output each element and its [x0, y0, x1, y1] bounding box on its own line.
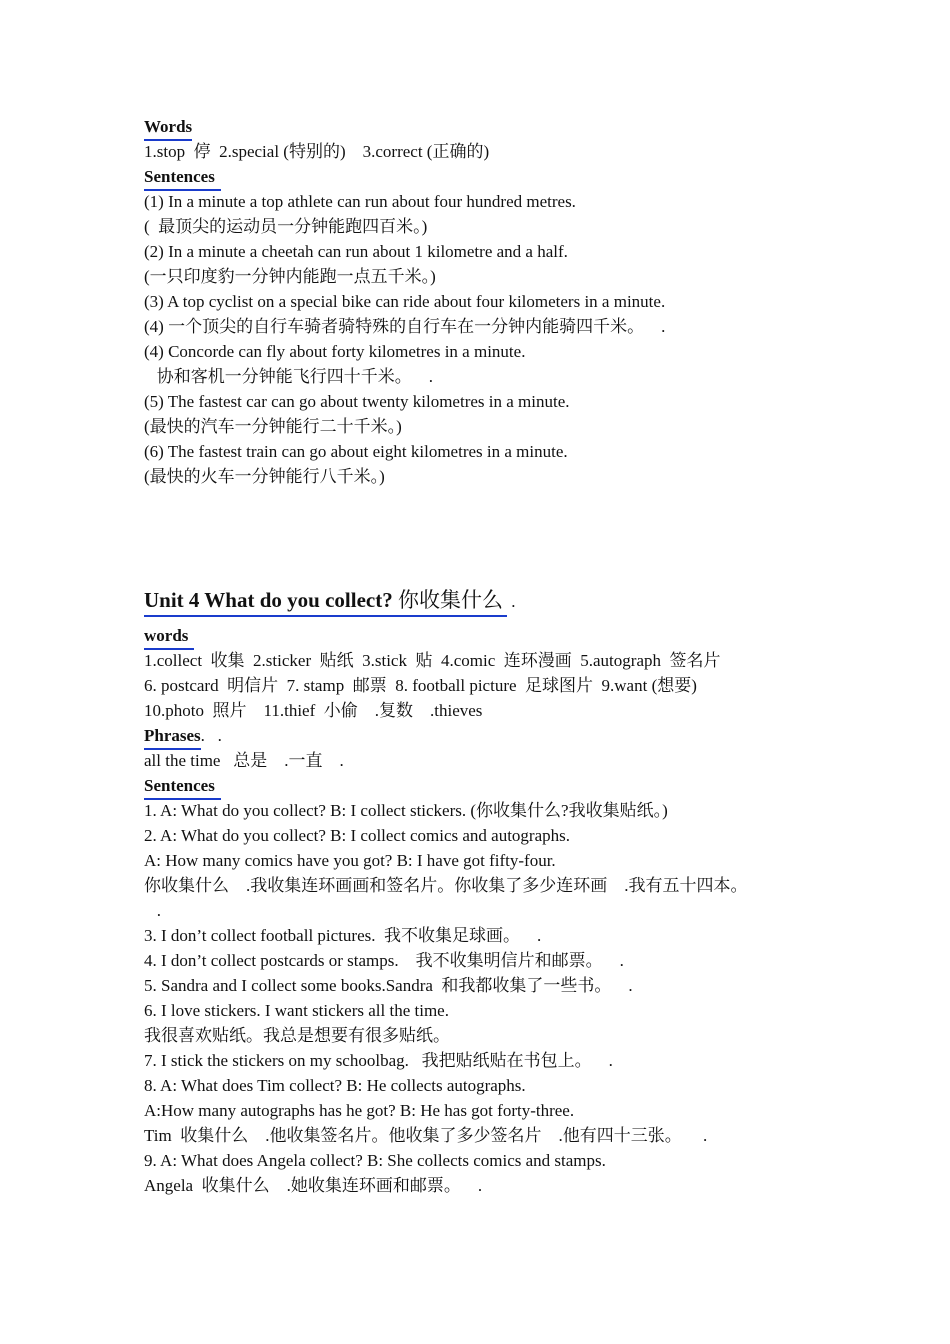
sentence-line: 2. A: What do you collect? B: I collect comics and autographs.: [144, 826, 570, 845]
sentence-line: .: [144, 901, 161, 920]
sentence-line: 协和客机一分钟能飞行四十千米。 .: [144, 367, 433, 386]
sentence-line: (6) The fastest train can go about eight kilometres in a minute.: [144, 442, 568, 461]
sentence-line: 5. Sandra and I collect some books.Sandra 和我都收集了一些书。 .: [144, 976, 633, 995]
document-page: [144, 114, 864, 1198]
words-line: 6. postcard 明信片 7. stamp 邮票 8. football picture 足球图片 9.want (想要): [144, 676, 697, 695]
sentence-line: (2) In a minute a cheetah can run about 1 kilometre and a half.: [144, 242, 568, 261]
sentence-line: (4) 一个顶尖的自行车骑者骑特殊的自行车在一分钟内能骑四千米。 .: [144, 317, 666, 336]
sentence-line: 9. A: What does Angela collect? B: She collects comics and stamps.: [144, 1151, 606, 1170]
sentence-line: 7. I stick the stickers on my schoolbag. 我把贴纸贴在书包上。 .: [144, 1051, 613, 1070]
words-heading-unit4: words: [144, 623, 864, 648]
sentence-line: 8. A: What does Tim collect? B: He collects autographs.: [144, 1076, 526, 1095]
sentence-line: (5) The fastest car can go about twenty kilometres in a minute.: [144, 392, 570, 411]
sentence-line: 4. I don’t collect postcards or stamps. 我不收集明信片和邮票。 .: [144, 951, 624, 970]
phrases-line: all the time 总是 .一直 .: [144, 751, 344, 770]
sentence-line: (3) A top cyclist on a special bike can ride about four kilometers in a minute.: [144, 292, 666, 311]
sentence-line: (4) Concorde can fly about forty kilometres in a minute.: [144, 342, 526, 361]
words-line: 1.collect 收集 2.sticker 贴纸 3.stick 贴 4.comic 连环漫画 5.autograph 签名片: [144, 651, 721, 670]
sentence-line: (一只印度豹一分钟内能跑一点五千米。): [144, 267, 436, 286]
sentence-line: (最快的火车一分钟能行八千米。): [144, 467, 385, 486]
sentence-line: A: How many comics have you got? B: I have got fifty-four.: [144, 851, 556, 870]
sentences-heading-unit4: Sentences: [144, 773, 864, 798]
sentence-line: 3. I don’t collect football pictures. 我不收集足球画。 .: [144, 926, 542, 945]
sentence-line: Angela 收集什么 .她收集连环画和邮票。 .: [144, 1176, 483, 1195]
sentences-heading-unit3: Sentences: [144, 164, 864, 189]
sentence-line: 6. I love stickers. I want stickers all the time.: [144, 1001, 449, 1020]
sentence-line: 1. A: What do you collect? B: I collect stickers. (你收集什么?我收集贴纸。): [144, 801, 668, 820]
sentence-line: (最快的汽车一分钟能行二十千米。): [144, 417, 402, 436]
unit-title: Unit 4 What do you collect? 你收集什么: [144, 585, 507, 617]
sentence-line: (1) In a minute a top athlete can run about four hundred metres.: [144, 192, 576, 211]
sentence-line: Tim 收集什么 .他收集签名片。他收集了多少签名片 .他有四十三张。 .: [144, 1126, 708, 1145]
phrases-heading: Phrases. .: [144, 723, 864, 748]
words-line: 10.photo 照片 11.thief 小偷 .复数 .thieves: [144, 701, 483, 720]
unit-title-row: Unit 4 What do you collect? 你收集什么 .: [144, 585, 864, 623]
sentence-line: A:How many autographs has he got? B: He has got forty-three.: [144, 1101, 575, 1120]
sentence-line: 你收集什么 .我收集连环画画和签名片。你收集了多少连环画 .我有五十四本。: [144, 876, 748, 895]
sentence-line: 我很喜欢贴纸。我总是想要有很多贴纸。: [144, 1026, 450, 1045]
words-line-unit3: 1.stop 停 2.special (特别的) 3.correct (正确的): [144, 142, 490, 161]
sentence-line: ( 最顶尖的运动员一分钟能跑四百米。): [144, 217, 428, 236]
words-heading-unit3: Words: [144, 114, 864, 139]
